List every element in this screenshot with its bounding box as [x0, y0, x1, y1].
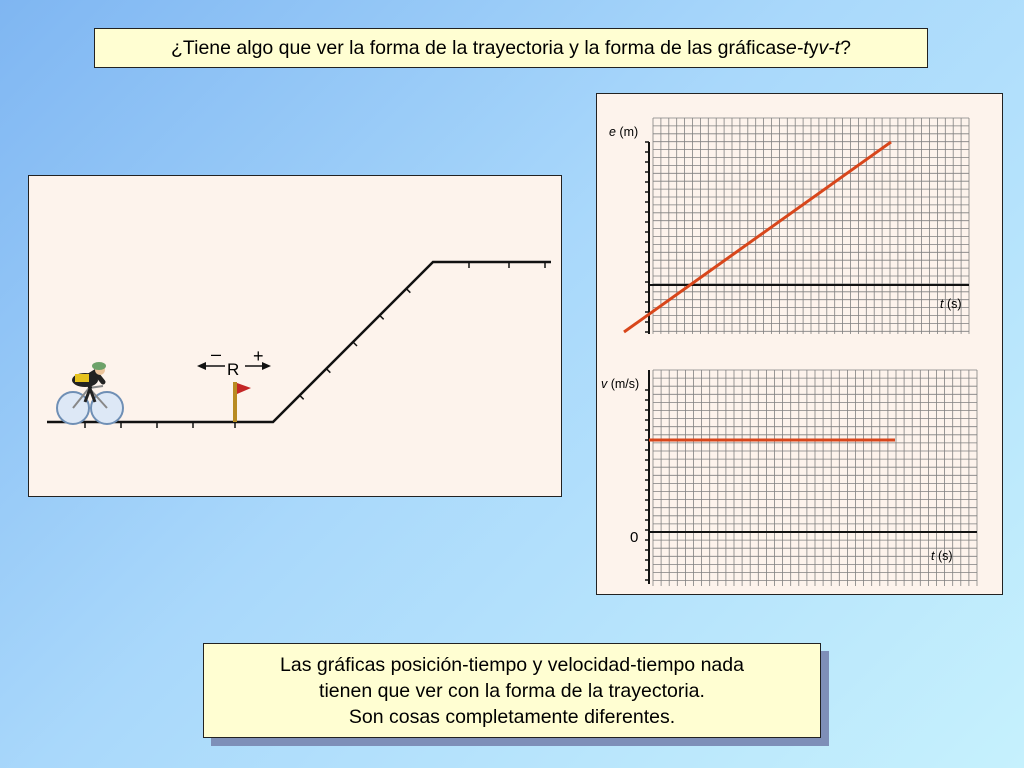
title-et: e-t — [785, 36, 809, 59]
et-y-axis-label — [609, 125, 638, 139]
reference-flag-icon — [235, 382, 251, 422]
title-text: ¿Tiene algo que ver la forma de la trayectoria y la forma de las gráficas — [171, 36, 786, 59]
track-tick — [406, 289, 410, 293]
track-ticks — [85, 262, 545, 428]
minus-sign: – — [211, 344, 222, 364]
et-x-unit: (s) — [943, 297, 962, 311]
vt-y-axis-label — [601, 377, 639, 391]
track-tick — [380, 315, 384, 319]
et-x-var: t — [940, 297, 944, 311]
vt-x-axis-label — [931, 549, 953, 563]
cyclist-icon — [57, 362, 123, 424]
question-title — [94, 28, 928, 68]
trajectory-panel — [28, 175, 562, 497]
note-line-1: Las gráficas posición-tiempo y velocidad-tiempo nada — [280, 653, 744, 676]
vt-x-unit: (s) — [934, 549, 953, 563]
graphs-svg — [597, 94, 1004, 596]
title-y: y — [808, 36, 819, 59]
title-end: ? — [840, 36, 851, 59]
et-y-unit: (m) — [615, 125, 639, 139]
reference-label: R — [227, 360, 240, 379]
track-tick — [326, 369, 330, 373]
track-tick — [300, 395, 304, 399]
graphs-panel — [596, 93, 1003, 595]
plus-sign: + — [253, 346, 264, 366]
note-line-2: tienen que ver con la forma de la trayectoria. — [319, 679, 705, 702]
note-line-3: Son cosas completamente diferentes. — [348, 705, 676, 728]
track-tick — [353, 342, 357, 346]
et-grid — [653, 118, 969, 334]
et-position-line — [624, 142, 891, 332]
trajectory-diagram — [29, 176, 563, 498]
et-y-var: e — [609, 125, 616, 139]
vt-y-unit: (m/s) — [607, 377, 640, 391]
vt-zero-label: 0 — [630, 529, 639, 546]
note-box — [203, 643, 821, 738]
conclusion-note — [203, 643, 821, 738]
vt-grid — [653, 370, 977, 586]
title-vt: v-t — [818, 36, 841, 59]
vt-y-var: v — [601, 377, 608, 391]
et-x-axis-label — [940, 297, 962, 311]
vt-x-var: t — [931, 549, 935, 563]
track-path — [47, 262, 551, 422]
